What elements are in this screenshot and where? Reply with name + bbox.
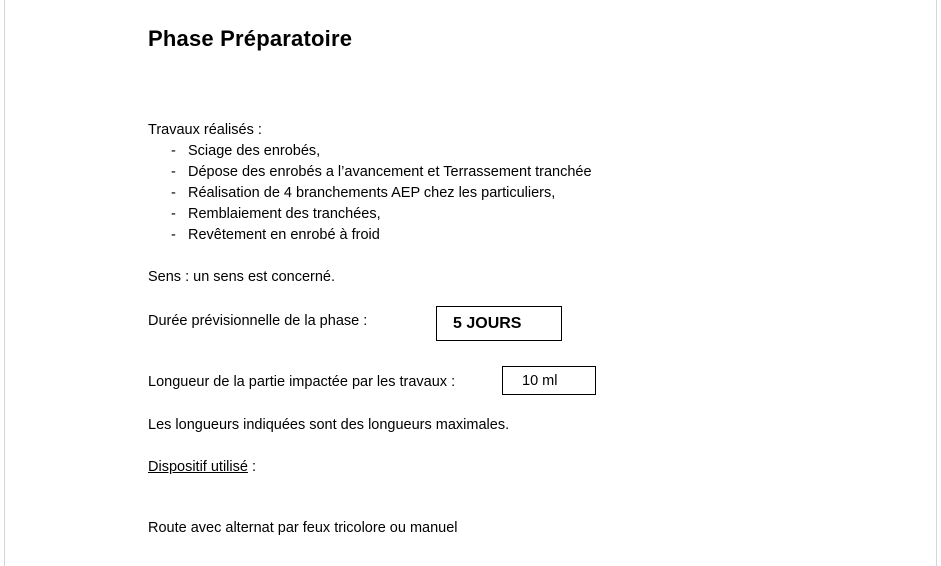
works-list [171, 141, 592, 246]
list-item [171, 183, 592, 204]
device-label-suffix: : [247, 459, 256, 475]
duration-label: Durée prévisionnelle de la phase : [148, 313, 368, 329]
device-heading [148, 457, 256, 477]
list-item-text: Remblaiement des tranchées, [188, 206, 381, 222]
document-page [4, 0, 937, 566]
list-item-text: Revêtement en enrobé à froid [188, 227, 380, 243]
sens-text: Sens : un sens est concerné. [148, 269, 335, 285]
length-box [502, 366, 596, 395]
list-item-text: Sciage des enrobés, [188, 143, 321, 159]
length-note: Les longueurs indiquées sont des longueurs maximales. [148, 417, 510, 433]
length-value: 10 ml [522, 372, 558, 389]
list-item-text: Réalisation de 4 branchements AEP chez les particuliers, [188, 185, 556, 201]
works-label: Travaux réalisés : [148, 122, 262, 138]
list-item-text: Dépose des enrobés a l’avancement et Terrassement tranchée [188, 164, 592, 180]
page-title: Phase Préparatoire [148, 26, 353, 51]
duration-value: 5 JOURS [453, 314, 522, 332]
list-item [171, 162, 592, 183]
dash-bullet: - [171, 164, 176, 180]
device-label: Dispositif utilisé [148, 459, 248, 475]
list-item [171, 204, 592, 225]
duration-box [436, 306, 562, 341]
device-description: Route avec alternat par feux tricolore ou manuel [148, 520, 458, 536]
dash-bullet: - [171, 143, 176, 159]
length-label: Longueur de la partie impactée par les travaux : [148, 374, 456, 390]
list-item [171, 225, 592, 246]
dash-bullet: - [171, 185, 176, 201]
dash-bullet: - [171, 206, 176, 222]
dash-bullet: - [171, 227, 176, 243]
list-item [171, 141, 592, 162]
